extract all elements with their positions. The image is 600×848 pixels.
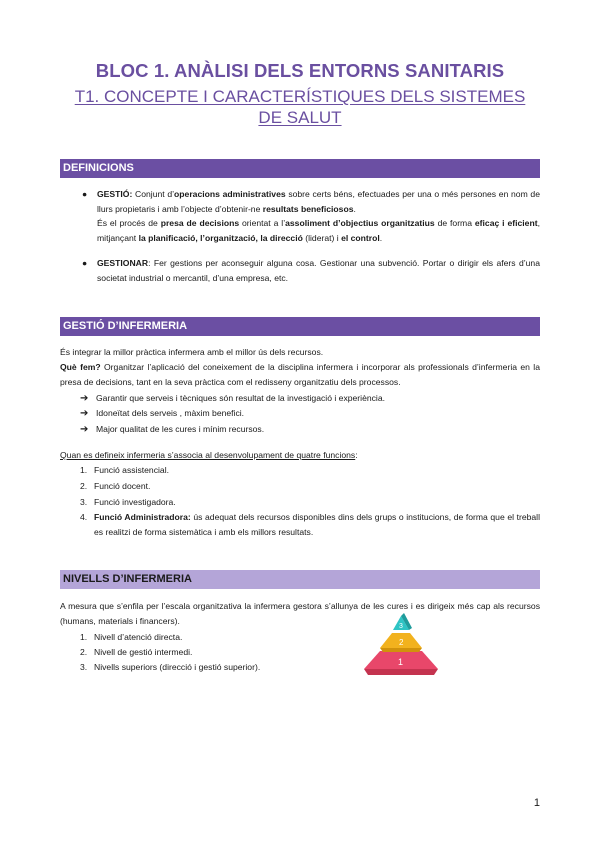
list-number: 2. <box>80 481 88 491</box>
numbered-list-item <box>80 463 169 478</box>
numbered-list-item <box>80 479 150 494</box>
text: (liderat) i <box>302 232 342 243</box>
text: Nivell de gestió intermedi. <box>94 647 193 657</box>
text: orientat a l’ <box>239 218 286 229</box>
text: Garantir que serveis i tècniques són resultat de la investigació i experiència. <box>96 393 385 403</box>
page-title: BLOC 1. ANÀLISI DELS ENTORNS SANITARIS <box>95 60 505 81</box>
text: Nivell d’atenció directa. <box>94 632 183 642</box>
arrow-list-item <box>80 391 385 407</box>
arrow-list-item <box>80 422 264 438</box>
nivells-intro: A mesura que s’enfila per l’escala organitzativa la infermera gestora s’allunya de les cures i es dirigeix més cap als recursos (humans, materials i financers). <box>60 601 540 626</box>
pyramid-label-bottom: 1 <box>398 657 404 667</box>
que-fem-label: Què fem? <box>60 362 101 372</box>
page-number: 1 <box>533 797 540 809</box>
text: Nivells superiors (direcció i gestió superior). <box>94 662 261 672</box>
arrow-right-icon: ➔ <box>80 408 89 419</box>
page-subtitle <box>70 86 530 128</box>
numbered-list-item <box>80 630 182 645</box>
section-heading-definicions: DEFINICIONS <box>60 159 540 178</box>
bold-text: presa de decisions <box>160 218 240 229</box>
text: : <box>355 450 358 460</box>
text: Organitzar l’aplicació del coneixement de la disciplina infermera i incorporar als professionals d’infermeria en la presa de decisions, tant en la seva pràctica com el redisseny organitzatiu dels processos. <box>60 362 541 387</box>
list-number: 3. <box>80 497 88 507</box>
pyramid-icon <box>360 609 442 679</box>
text: de forma <box>434 218 475 229</box>
text: Conjunt d’ <box>132 189 175 199</box>
subtitle-line-2: DE SALUT <box>258 108 342 127</box>
bold-text: el control <box>341 232 380 243</box>
list-number: 1. <box>80 632 88 642</box>
underlined-text: Quan es defineix infermeria s’associa al desenvolupament de quatre funcions <box>60 450 356 460</box>
arrow-list-item <box>80 406 244 422</box>
bold-text: resultats beneficiosos <box>262 203 354 214</box>
funcions-intro <box>60 448 540 463</box>
text: , mitjançant <box>97 218 540 243</box>
section-heading-nivells: NIVELLS D’INFERMERIA <box>60 570 540 589</box>
definition-gestio <box>97 187 540 245</box>
text: Funció assistencial. <box>94 465 169 475</box>
text: sobre certs béns, efectuades per una o més persones en nom de llurs propietaris i amb l’objecte d’obtenir-ne <box>97 189 540 214</box>
bold-text: assoliment d’objectius organitzatius <box>285 218 435 229</box>
list-number: 1. <box>80 465 88 475</box>
bullet-dot: ● <box>82 258 88 268</box>
text: És el procés de <box>97 218 161 229</box>
list-number: 4. <box>80 512 88 522</box>
text: . <box>353 203 356 214</box>
bold-text: operacions administratives <box>174 189 286 199</box>
pyramid-label-top: 3 <box>399 623 403 630</box>
bold-text: eficaç i eficient <box>474 218 538 229</box>
funcio-administradora <box>94 510 540 539</box>
numbered-list-item <box>80 495 176 510</box>
numbered-list-item <box>80 660 260 675</box>
arrow-right-icon: ➔ <box>80 393 89 404</box>
list-number: 3. <box>80 662 88 672</box>
definition-gestionar <box>97 256 540 285</box>
numbered-list-item <box>80 645 192 660</box>
text: : Fer gestions per aconseguir alguna cosa. Gestionar una subvenció. Portar o dirigir els afers d’una societat industrial o mercantil, d’una empresa, etc. <box>97 258 540 283</box>
bold-text: Funció Administradora: <box>94 512 191 522</box>
bold-text: la planificació, l’organització, la direcció <box>138 232 303 243</box>
pyramid-label-middle: 2 <box>399 638 404 647</box>
term-colon: : <box>129 189 133 199</box>
text: Idoneïtat dels serveis , màxim benefici. <box>96 408 245 418</box>
section-heading-gestio-infermeria: GESTIÓ D’INFERMERIA <box>60 317 540 336</box>
list-number: 2. <box>80 647 88 657</box>
que-fem-paragraph <box>60 360 540 389</box>
bullet-dot: ● <box>82 189 88 199</box>
gestio-intro: És integrar la millor pràctica infermera amb el millor ús dels recursos. <box>60 347 324 357</box>
text: . <box>379 232 383 243</box>
text: Funció docent. <box>94 481 151 491</box>
text: Major qualitat de les cures i mínim recursos. <box>96 424 265 434</box>
arrow-right-icon: ➔ <box>80 424 89 435</box>
term-gestionar: GESTIONAR <box>97 258 149 268</box>
text: Funció investigadora. <box>94 497 176 507</box>
term-gestio: GESTIÓ <box>97 189 130 199</box>
text: ús adequat dels recursos disponibles dins dels grups o institucions, de forma que el treball es realitzi de forma sistemàtica i amb els millors resultats. <box>94 512 540 537</box>
subtitle-line-1: T1. CONCEPTE I CARACTERÍSTIQUES DELS SISTEMES <box>74 87 526 106</box>
numbered-list-item <box>80 510 94 525</box>
